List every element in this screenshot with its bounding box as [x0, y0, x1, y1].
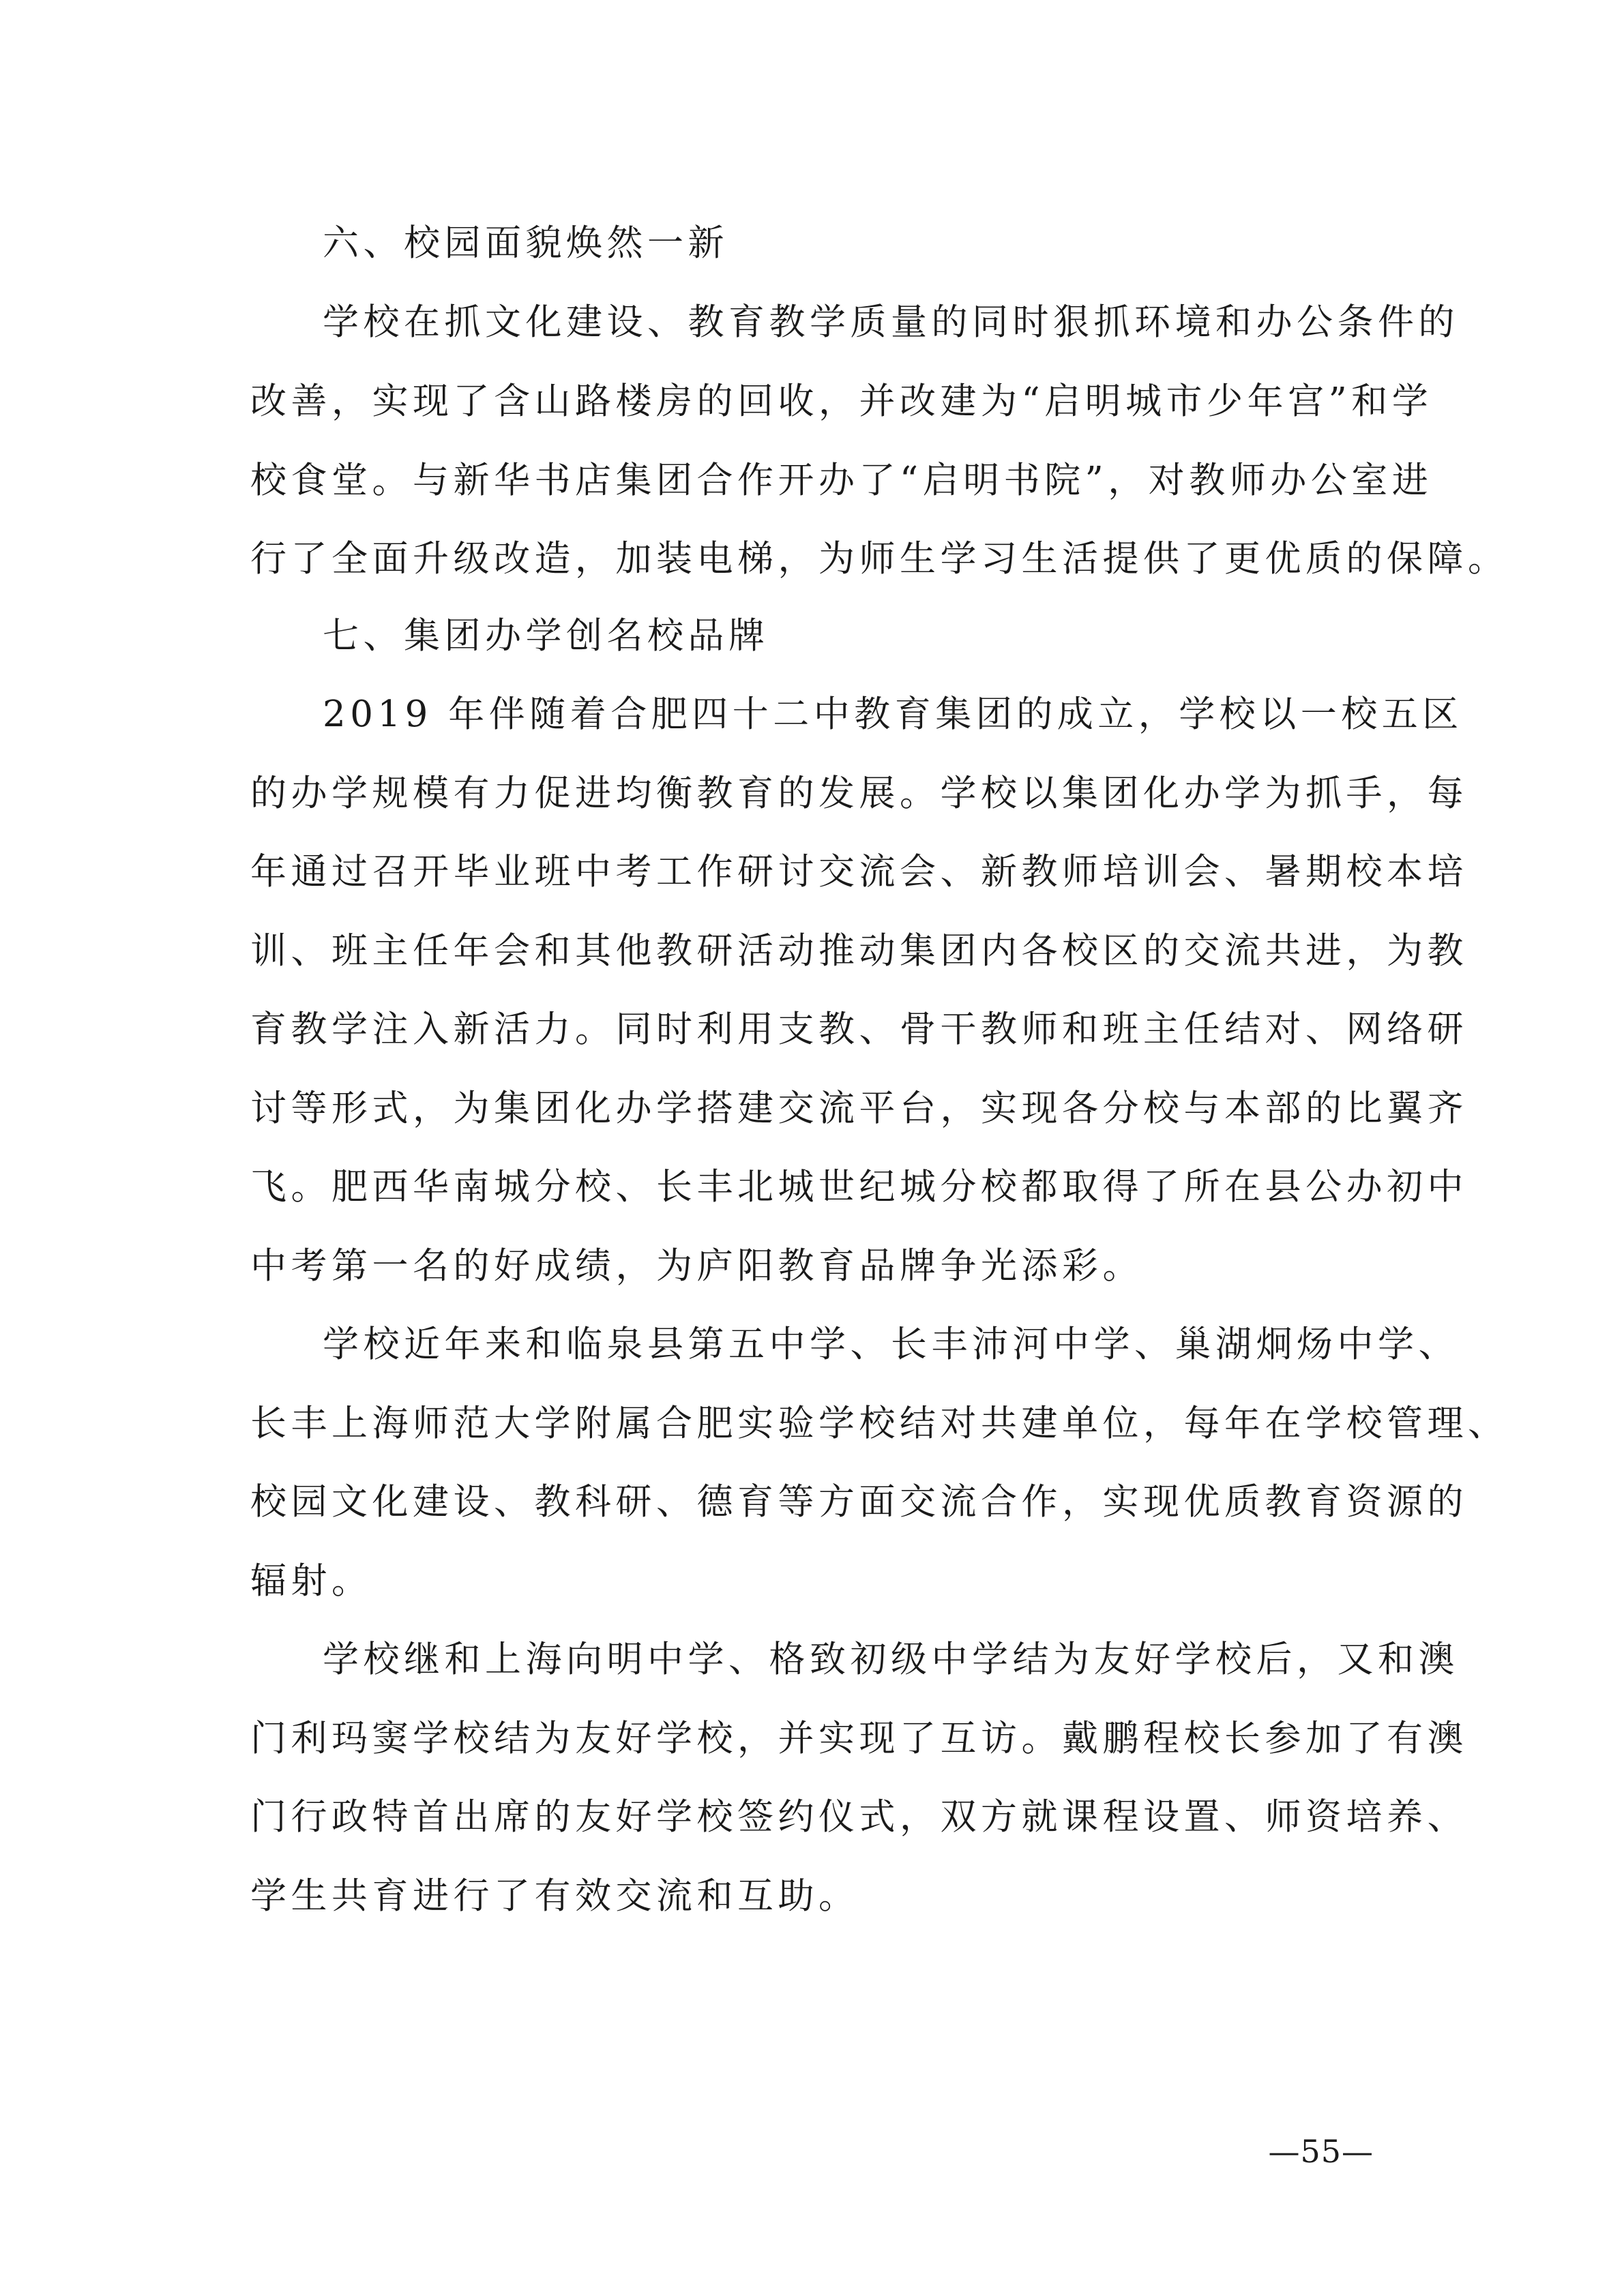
paragraph-line: 行了全面升级改造，加装电梯，为师生学习生活提供了更优质的保障。	[250, 538, 1509, 580]
paragraph-line: 校食堂。与新华书店集团合作开办了“启明书院”，对教师办公室进	[250, 460, 1433, 501]
paragraph-line: 飞。肥西华南城分校、长丰北城世纪城分校都取得了所在县公办初中	[250, 1166, 1468, 1208]
section-heading-7: 七、集团办学创名校品牌	[323, 615, 769, 657]
paragraph-line: 门利玛窦学校结为友好学校，并实现了互访。戴鹏程校长参加了有澳	[250, 1718, 1468, 1759]
paragraph-line: 育教学注入新活力。同时利用支教、骨干教师和班主任结对、网络研	[250, 1009, 1468, 1050]
paragraph-line: 的办学规模有力促进均衡教育的发展。学校以集团化办学为抓手，每	[250, 773, 1468, 814]
paragraph-line: 门行政特首出席的友好学校签约仪式，双方就课程设置、师资培养、	[250, 1796, 1468, 1838]
page-number: —55—	[1268, 2133, 1374, 2170]
paragraph-line: 2019 年伴随着合肥四十二中教育集团的成立，学校以一校五区	[323, 694, 1463, 735]
paragraph-line: 讨等形式，为集团化办学搭建交流平台，实现各分校与本部的比翼齐	[250, 1088, 1468, 1129]
section-heading-6: 六、校园面貌焕然一新	[323, 222, 728, 264]
paragraph-line: 年通过召开毕业班中考工作研讨交流会、新教师培训会、暑期校本培	[250, 851, 1468, 893]
paragraph-line: 学生共育进行了有效交流和互助。	[250, 1875, 859, 1917]
paragraph-line: 中考第一名的好成绩，为庐阳教育品牌争光添彩。	[250, 1245, 1143, 1287]
paragraph-line: 学校在抓文化建设、教育教学质量的同时狠抓环境和办公条件的	[323, 301, 1459, 343]
paragraph-line: 训、班主任年会和其他教研活动推动集团内各校区的交流共进，为教	[250, 930, 1468, 972]
paragraph-line: 学校近年来和临泉县第五中学、长丰沛河中学、巢湖炯炀中学、	[323, 1324, 1459, 1365]
paragraph-line: 改善，实现了含山路楼房的回收，并改建为“启明城市少年宫”和学	[250, 381, 1433, 422]
paragraph-line: 学校继和上海向明中学、格致初级中学结为友好学校后，又和澳	[323, 1639, 1459, 1680]
paragraph-line: 辐射。	[250, 1560, 372, 1602]
paragraph-line: 校园文化建设、教科研、德育等方面交流合作，实现优质教育资源的	[250, 1481, 1468, 1523]
paragraph-line: 长丰上海师范大学附属合肥实验学校结对共建单位，每年在学校管理、	[250, 1403, 1509, 1444]
